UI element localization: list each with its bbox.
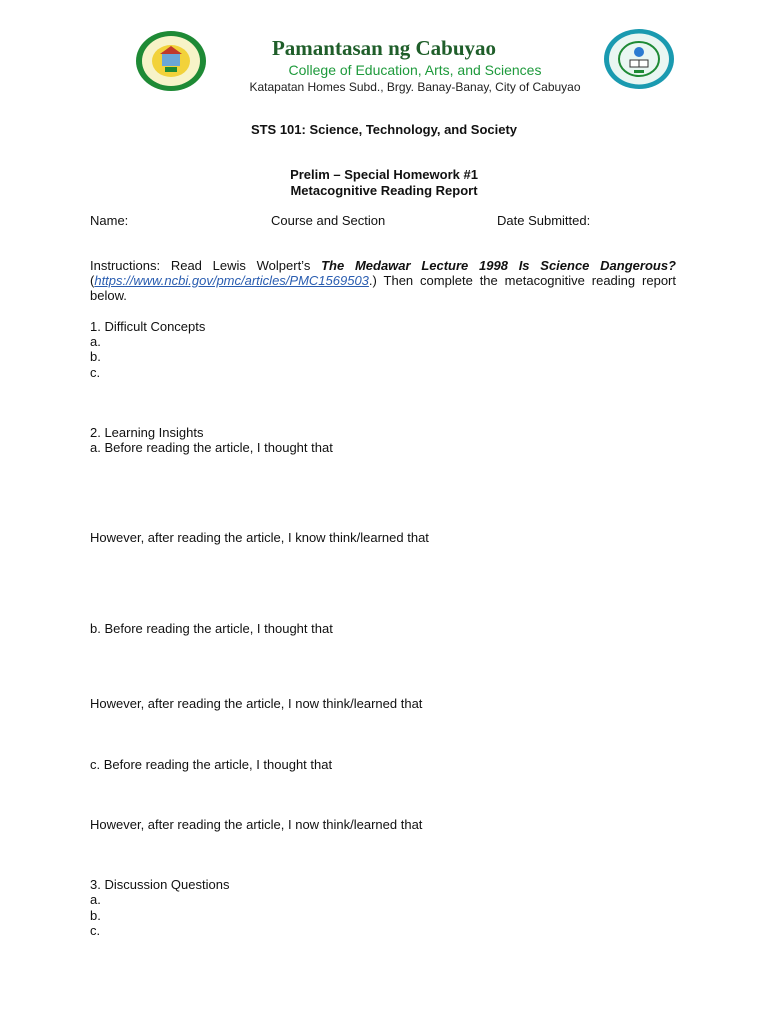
course-title: STS 101: Science, Technology, and Society: [250, 122, 518, 137]
insight-b-before: b. Before reading the article, I thought that: [90, 621, 333, 636]
section-difficult-concepts-heading: 1. Difficult Concepts: [90, 319, 206, 334]
instructions-suffix: Then complete the metacognitive reading report below.: [90, 273, 676, 303]
section-learning-insights-heading: 2. Learning Insights: [90, 425, 204, 440]
section-discussion-questions-heading: 3. Discussion Questions: [90, 877, 230, 892]
instructions: [90, 258, 676, 303]
difficult-concept-item: b.: [90, 349, 101, 364]
insight-c-after: However, after reading the article, I now think/learned that: [90, 817, 423, 832]
instructions-prefix: Instructions: Read Lewis Wolpert’s: [90, 258, 322, 273]
discussion-question-item: c.: [90, 923, 101, 938]
assignment-subtitle: Metacognitive Reading Report: [290, 183, 478, 198]
insight-a-after: However, after reading the article, I know think/learned that: [90, 530, 429, 545]
discussion-question-item: a.: [90, 892, 101, 907]
date-submitted-field-label: Date Submitted:: [497, 213, 591, 228]
insight-b-after: However, after reading the article, I now think/learned that: [90, 696, 423, 711]
instructions-close: .): [368, 273, 377, 288]
course-section-field-label: Course and Section: [271, 213, 386, 228]
assignment-title: Prelim – Special Homework #1: [290, 167, 478, 182]
article-link[interactable]: https://www.ncbi.gov/pmc/articles/PMC1569503: [94, 273, 369, 288]
article-title: The Medawar Lecture 1998 Is Science Dangerous?: [321, 258, 677, 273]
instructions-open: (: [90, 273, 95, 288]
difficult-concept-item: a.: [90, 334, 101, 349]
discussion-question-item: b.: [90, 908, 101, 923]
address: Katapatan Homes Subd., Brgy. Banay-Banay, City of Cabuyao: [249, 80, 581, 94]
college-name: College of Education, Arts, and Sciences: [288, 62, 542, 78]
name-field-label: Name:: [90, 213, 129, 228]
difficult-concept-item: c.: [90, 365, 101, 380]
insight-a-before: a. Before reading the article, I thought that: [90, 440, 333, 455]
university-name: Pamantasan ng Cabuyao: [271, 36, 497, 60]
insight-c-before: c. Before reading the article, I thought that: [90, 757, 333, 772]
